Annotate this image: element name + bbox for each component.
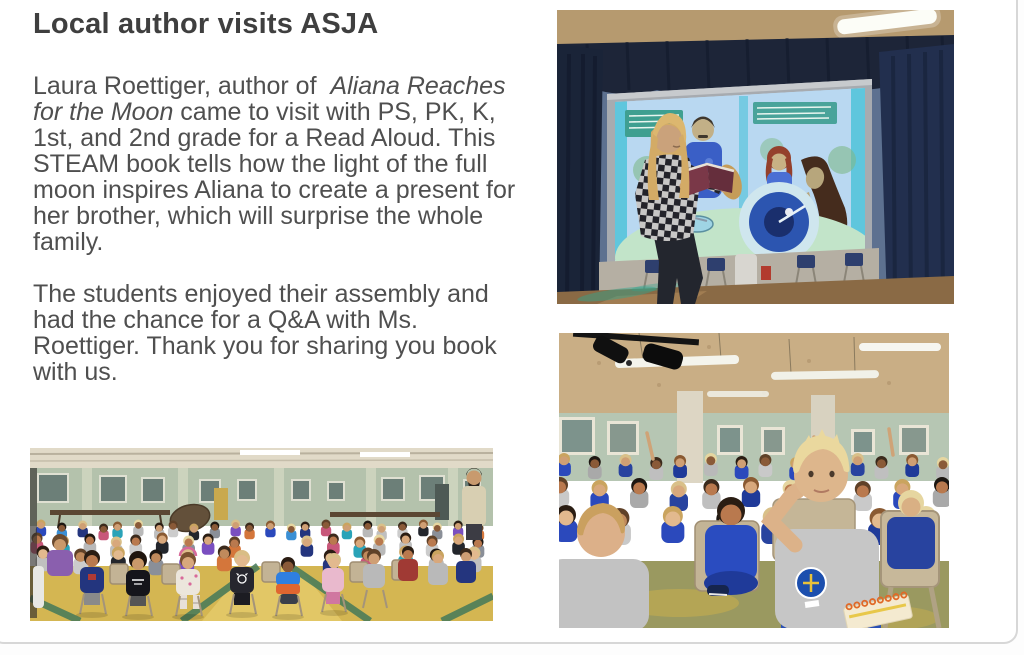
body-paragraph-2: The students enjoyed their assembly and had the chance for a Q&A with Ms. Roettiger. Thank you for sharing you book with us. xyxy=(33,280,497,386)
photo-assembly-closeup xyxy=(559,333,949,628)
body-text xyxy=(33,73,515,411)
photo-author-reading xyxy=(557,10,954,304)
photo-assembly-wide xyxy=(30,448,493,621)
author-reading-illustration xyxy=(557,10,954,304)
assembly-wide-illustration xyxy=(30,448,493,621)
assembly-closeup-illustration xyxy=(559,333,949,628)
page-title: Local author visits ASJA xyxy=(33,8,379,40)
body-paragraph-1: Laura Roettiger, author of Aliana Reaches for the Moon came to visit with PS, PK, K, 1st, and 2nd grade for a Read Aloud. This STEAM book tells how the light of the full moon inspires Aliana to create a present for her brother, which will surprise the whole family. xyxy=(33,72,516,256)
student-blue-crosslegged xyxy=(695,497,759,596)
